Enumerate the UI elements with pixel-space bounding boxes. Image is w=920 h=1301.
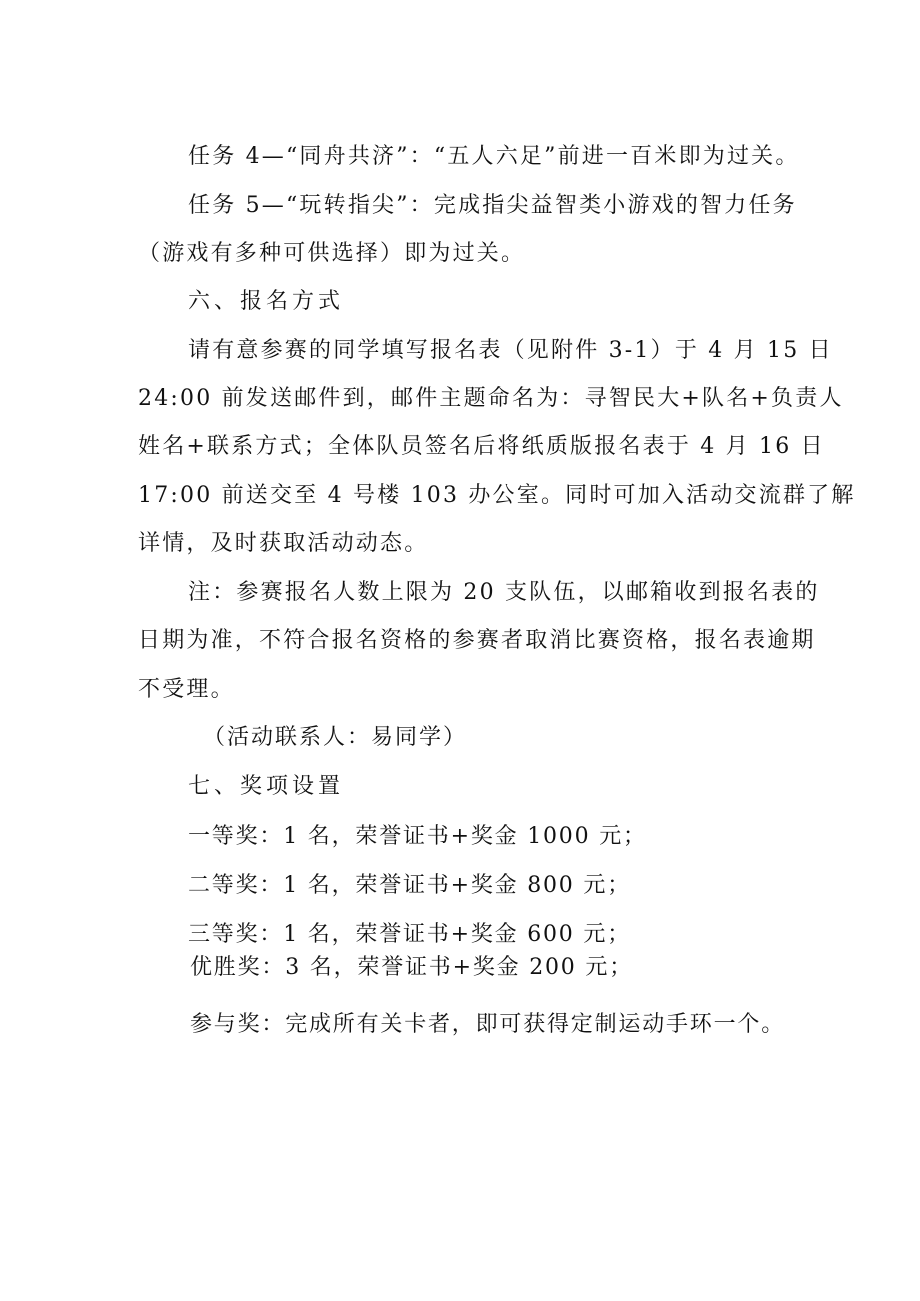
registration-para-line-2: 24:00 前发送邮件到，邮件主题命名为：寻智民大+队名+负责人 — [138, 386, 844, 411]
award-participation-prize: 参与奖：完成所有关卡者，即可获得定制运动手环一个。 — [190, 1012, 786, 1037]
registration-note-line-2: 日期为准，不符合报名资格的参赛者取消比赛资格，报名表逾期 — [138, 628, 816, 653]
registration-para-line-3: 姓名+联系方式；全体队员签名后将纸质版报名表于 4 月 16 日 — [138, 434, 825, 459]
award-third-prize: 三等奖：1 名，荣誉证书+奖金 600 元； — [188, 922, 632, 947]
section-heading-awards: 七、奖项设置 — [188, 774, 345, 799]
section-heading-registration: 六、报名方式 — [188, 289, 345, 314]
contact-person-text: （活动联系人：易同学） — [203, 725, 468, 750]
registration-para-line-1: 请有意参赛的同学填写报名表（见附件 3-1）于 4 月 15 日 — [188, 338, 833, 363]
task-5-text-line-2: （游戏有多种可供选择）即为过关。 — [138, 241, 526, 266]
registration-note-line-1: 注：参赛报名人数上限为 20 支队伍，以邮箱收到报名表的 — [188, 580, 820, 605]
registration-para-line-5: 详情，及时获取活动动态。 — [138, 531, 429, 556]
registration-note-line-3: 不受理。 — [138, 677, 235, 702]
award-second-prize: 二等奖：1 名，荣誉证书+奖金 800 元； — [188, 873, 632, 898]
task-5-text-line-1: 任务 5—“玩转指尖”：完成指尖益智类小游戏的智力任务 — [188, 193, 797, 218]
award-first-prize: 一等奖：1 名，荣誉证书+奖金 1000 元； — [188, 824, 647, 849]
award-merit-prize: 优胜奖：3 名，荣誉证书+奖金 200 元； — [190, 955, 634, 980]
registration-para-line-4: 17:00 前送交至 4 号楼 103 办公室。同时可加入活动交流群了解 — [138, 483, 856, 508]
task-4-text: 任务 4—“同舟共济”：“五人六足”前进一百米即为过关。 — [188, 144, 800, 169]
